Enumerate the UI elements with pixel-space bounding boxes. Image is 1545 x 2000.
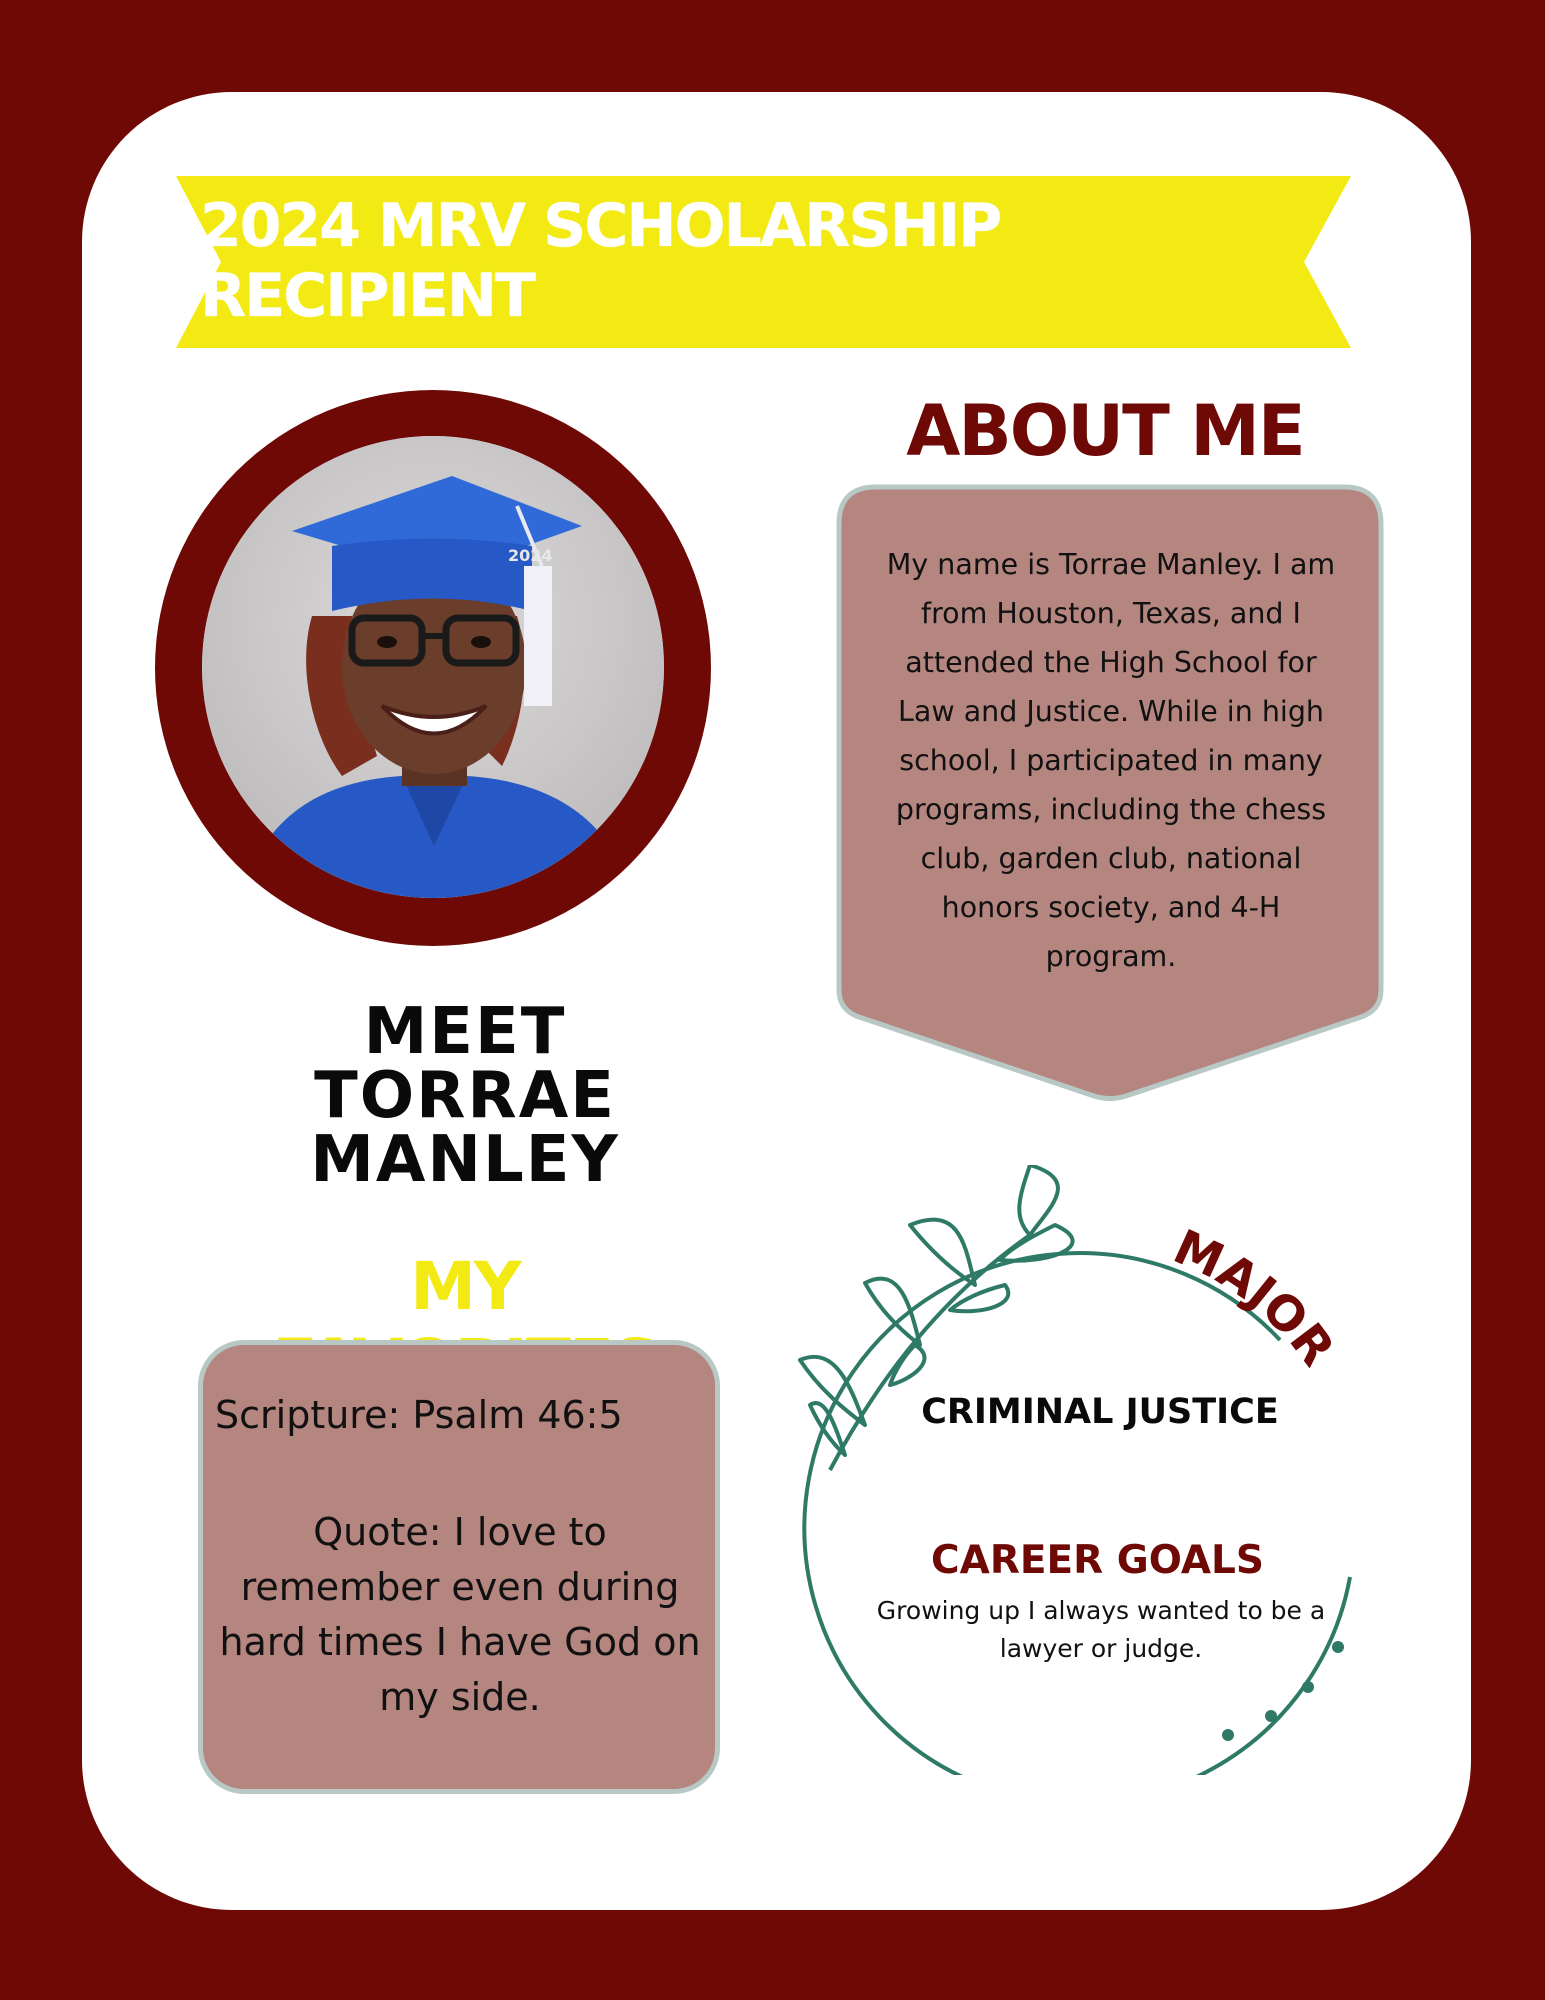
- meet-line-1: MEET: [363, 995, 567, 1069]
- about-text: My name is Torrae Manley. I am from Houston, Texas, and I attended the High School for Law and Justice. While in high school, I participated in many programs, including the chess club, garden club, national honors society, and 4-H program.: [886, 548, 1336, 973]
- meet-heading: [175, 995, 755, 1197]
- cap-year: 2024: [508, 546, 553, 565]
- recipient-photo: [202, 436, 664, 898]
- photo-frame: [155, 390, 711, 946]
- career-goals-text: Growing up I always wanted to be a lawyer or judge.: [876, 1596, 1326, 1663]
- recipient-name: TORRAE MANLEY: [310, 1059, 620, 1197]
- major-label: MAJOR: [1165, 1219, 1346, 1377]
- svg-text:MAJOR: [1165, 1219, 1345, 1376]
- major-circle: [790, 1165, 1410, 1775]
- banner-title: 2024 MRV SCHOLARSHIP RECIPIENT: [200, 191, 1001, 331]
- favorite-scripture: Scripture: Psalm 46:5: [215, 1393, 623, 1437]
- about-title: ABOUT ME: [906, 390, 1304, 472]
- career-goals-title: CAREER GOALS: [931, 1538, 1264, 1583]
- favorites-title: MY: [410, 1248, 520, 1325]
- favorite-quote: Quote: I love to remember even during hard times I have God on my side.: [219, 1510, 701, 1719]
- major-field: CRIMINAL JUSTICE: [921, 1392, 1279, 1432]
